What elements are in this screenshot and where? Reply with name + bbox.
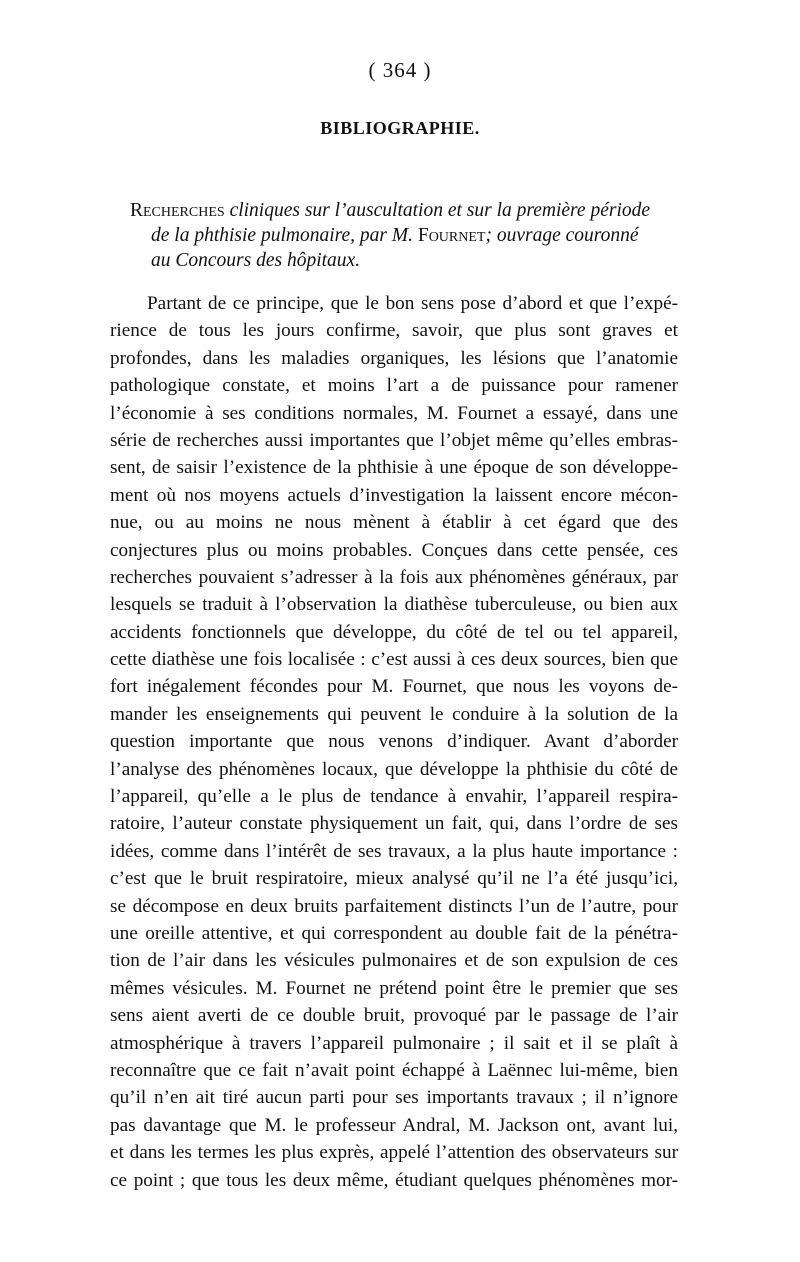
heading-line-2 xyxy=(130,223,678,248)
body-line: pathologique constate, et moins l’art a de puissance pour ramener xyxy=(110,375,678,397)
body-line: c’est que le bruit respiratoire, mieux analysé qu’il ne l’a été jusqu’ici, xyxy=(110,868,678,890)
page-number: ( 364 ) xyxy=(368,58,432,82)
heading-line-3: au Concours des hôpitaux. xyxy=(151,250,361,271)
body-line: qu’il n’en ait tiré aucun parti pour ses importants travaux ; il n’ignore xyxy=(110,1087,678,1109)
heading-author-name: Fournet xyxy=(417,225,486,246)
body-line: ratoire, l’auteur constate physiquement un fait, qui, dans l’ordre de ses xyxy=(110,813,678,835)
body-line: tion de l’air dans les vésicules pulmonaires et de son expulsion de ces xyxy=(110,950,678,972)
body-line: mêmes vésicules. M. Fournet ne prétend point être le premier que ses xyxy=(110,977,678,999)
body-line: série de recherches aussi importantes que l’objet même qu’elles embras- xyxy=(110,429,678,451)
body-line: Partant de ce principe, que le bon sens pose d’abord et que l’expé- xyxy=(147,293,678,314)
body-line: l’appareil, qu’elle a le plus de tendance à envahir, l’appareil respira- xyxy=(110,786,678,808)
body-line: une oreille attentive, et qui correspondent au double fait de la pénétra- xyxy=(110,922,678,944)
body-line: cette diathèse une fois localisée : c’est aussi à ces deux sources, bien que xyxy=(110,649,678,671)
section-title: BIBLIOGRAPHIE. xyxy=(320,118,480,138)
body-line: recherches pouvaient s’adresser à la fois aux phénomènes généraux, par xyxy=(110,566,678,588)
body-line: accidents fonctionnels que développe, du côté de tel ou tel appareil, xyxy=(110,621,678,643)
body-line: mander les enseignements qui peuvent le conduire à la solution de la xyxy=(110,703,678,725)
body-line: rience de tous les jours confirme, savoir, que plus sont graves et xyxy=(110,320,678,342)
body-line: ce point ; que tous les deux même, étudiant quelques phénomènes mor- xyxy=(110,1169,678,1191)
body-line: idées, comme dans l’intérêt de ses travaux, a la plus haute importance : xyxy=(110,840,678,862)
article-heading xyxy=(130,198,678,273)
body-line: nue, ou au moins ne nous mènent à établir à cet égard que des xyxy=(110,512,678,534)
body-line: pas davantage que M. le professeur Andral, M. Jackson ont, avant lui, xyxy=(110,1114,678,1136)
body-line: sent, de saisir l’existence de la phthisie à une époque de son développe- xyxy=(110,457,678,479)
heading-title-part-2: de la phthisie pulmonaire, par M. xyxy=(151,225,413,246)
body-line: conjectures plus ou moins probables. Conçues dans cette pensée, ces xyxy=(110,539,678,561)
heading-award-note: ; ouvrage couronné xyxy=(485,225,639,246)
body-line: l’analyse des phénomènes locaux, que développe la phthisie du côté de xyxy=(110,758,678,780)
review-body-text xyxy=(110,290,678,1194)
body-line: se décompose en deux bruits parfaitement distincts l’un de l’autre, pour xyxy=(110,895,678,917)
heading-title-part-1: cliniques sur l’auscultation et sur la première période xyxy=(229,200,651,221)
body-line: sens aient averti de ce double bruit, provoqué par le passage de l’air xyxy=(110,1005,678,1027)
body-line: reconnaître que ce fait n’avait point échappé à Laënnec lui-même, bien xyxy=(110,1059,678,1081)
body-line: question importante que nous venons d’indiquer. Avant d’aborder xyxy=(110,731,678,753)
body-line: l’économie à ses conditions normales, M. Fournet a essayé, dans une xyxy=(110,402,678,424)
body-line: et dans les termes les plus exprès, appelé l’attention des observateurs sur xyxy=(110,1142,678,1164)
body-line: ment où nos moyens actuels d’investigation la laissent encore mécon- xyxy=(110,484,678,506)
heading-lead-word: Recherches xyxy=(130,200,225,221)
heading-line-1 xyxy=(130,198,678,223)
body-line: profondes, dans les maladies organiques, les lésions que l’anatomie xyxy=(110,347,678,369)
body-line: lesquels se traduit à l’observation la diathèse tuberculeuse, ou bien aux xyxy=(110,594,678,616)
body-line: fort inégalement fécondes pour M. Fournet, que nous les voyons de- xyxy=(110,676,678,698)
body-line: atmosphérique à travers l’appareil pulmonaire ; il sait et il se plaît à xyxy=(110,1032,678,1054)
